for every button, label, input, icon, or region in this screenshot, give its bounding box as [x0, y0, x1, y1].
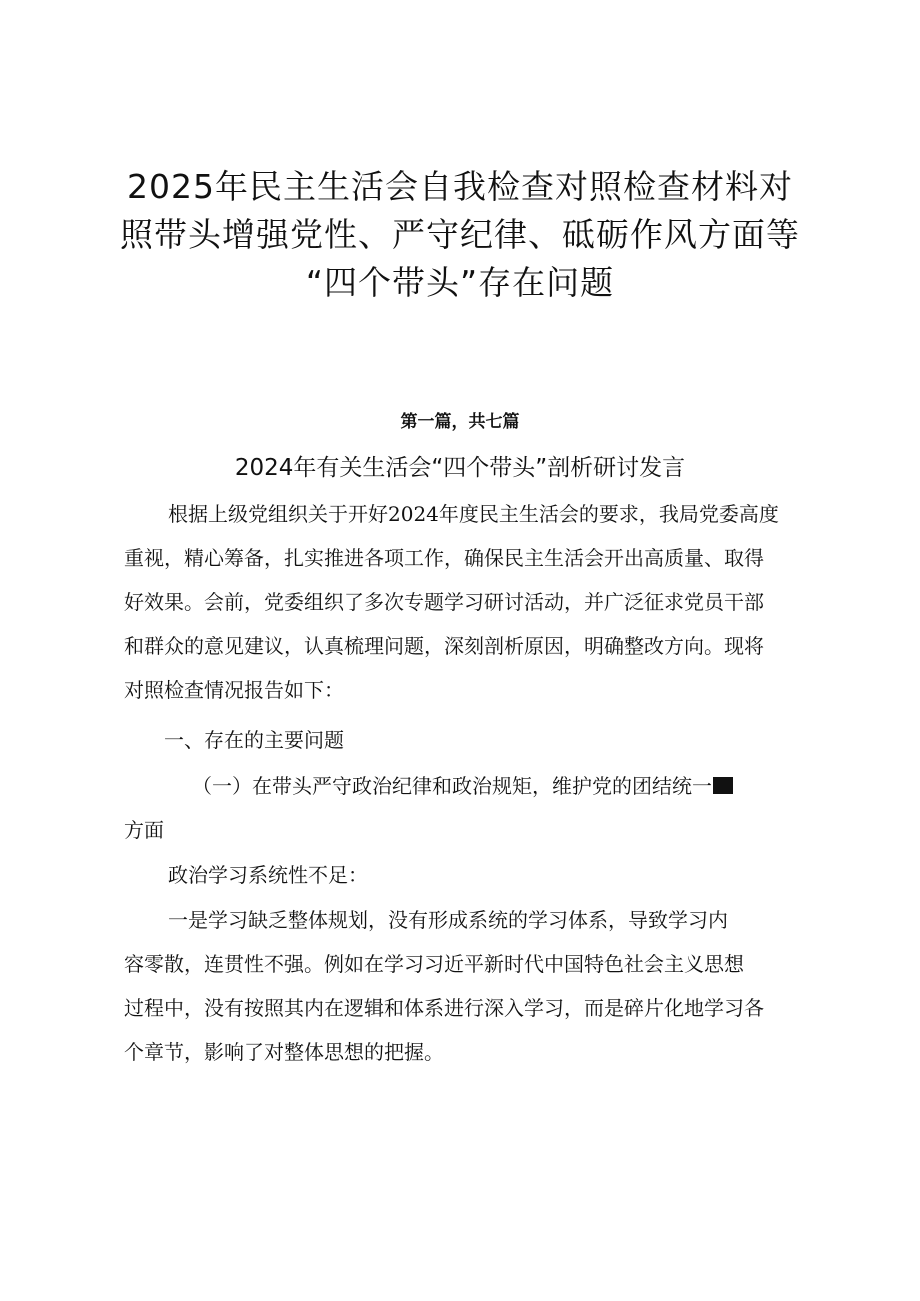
subsection-line: 方面 — [124, 818, 164, 842]
paragraph-line: 容零散，连贯性不强。例如在学习习近平新时代中国特色社会主义思想 — [124, 952, 744, 976]
section-heading: 一、存在的主要问题 — [164, 728, 344, 752]
paragraph-line: 一是学习缺乏整体规划，没有形成系统的学习体系，导致学习内 — [168, 908, 728, 932]
document-title — [100, 163, 820, 307]
subsection-line — [124, 764, 810, 808]
subsection-text: （一）在带头严守政治纪律和政治规矩，维护党的团结统一 — [192, 774, 712, 798]
part-label: 第一篇，共七篇 — [400, 412, 520, 432]
title-line: 2025年民主生活会自我检查对照检查材料对 — [127, 167, 793, 206]
paragraph-line: 和群众的意见建议，认真梳理问题，深刻剖析原因，明确整改方向。现将 — [124, 634, 764, 658]
speech-subtitle: 2024年有关生活会“四个带头”剖析研讨发言 — [234, 455, 686, 481]
paragraph-line: 对照检查情况报告如下： — [124, 678, 344, 702]
paragraph-line: 好效果。会前，党委组织了多次专题学习研讨活动，并广泛征求党员干部 — [124, 590, 764, 614]
problem-label-paragraph — [124, 853, 810, 897]
title-line: “四个带头”存在问题 — [305, 263, 615, 302]
problem-label: 政治学习系统性不足： — [168, 863, 368, 887]
title-line: 照带头增强党性、严守纪律、砥砺作风方面等 — [120, 215, 800, 254]
paragraph-line: 根据上级党组织关于开好2024年度民主生活会的要求，我局党委高度 — [168, 502, 779, 526]
paragraph-line: 过程中，没有按照其内在逻辑和体系进行深入学习，而是碎片化地学习各 — [124, 996, 764, 1020]
paragraph-line: 个章节，影响了对整体思想的把握。 — [124, 1040, 444, 1064]
intro-paragraph — [124, 492, 810, 712]
point-one-paragraph — [124, 898, 810, 1074]
subsection-heading — [124, 764, 810, 852]
paragraph-line: 重视，精心筹备，扎实推进各项工作，确保民主生活会开出高质量、取得 — [124, 546, 764, 570]
square-mark-icon — [713, 777, 733, 794]
